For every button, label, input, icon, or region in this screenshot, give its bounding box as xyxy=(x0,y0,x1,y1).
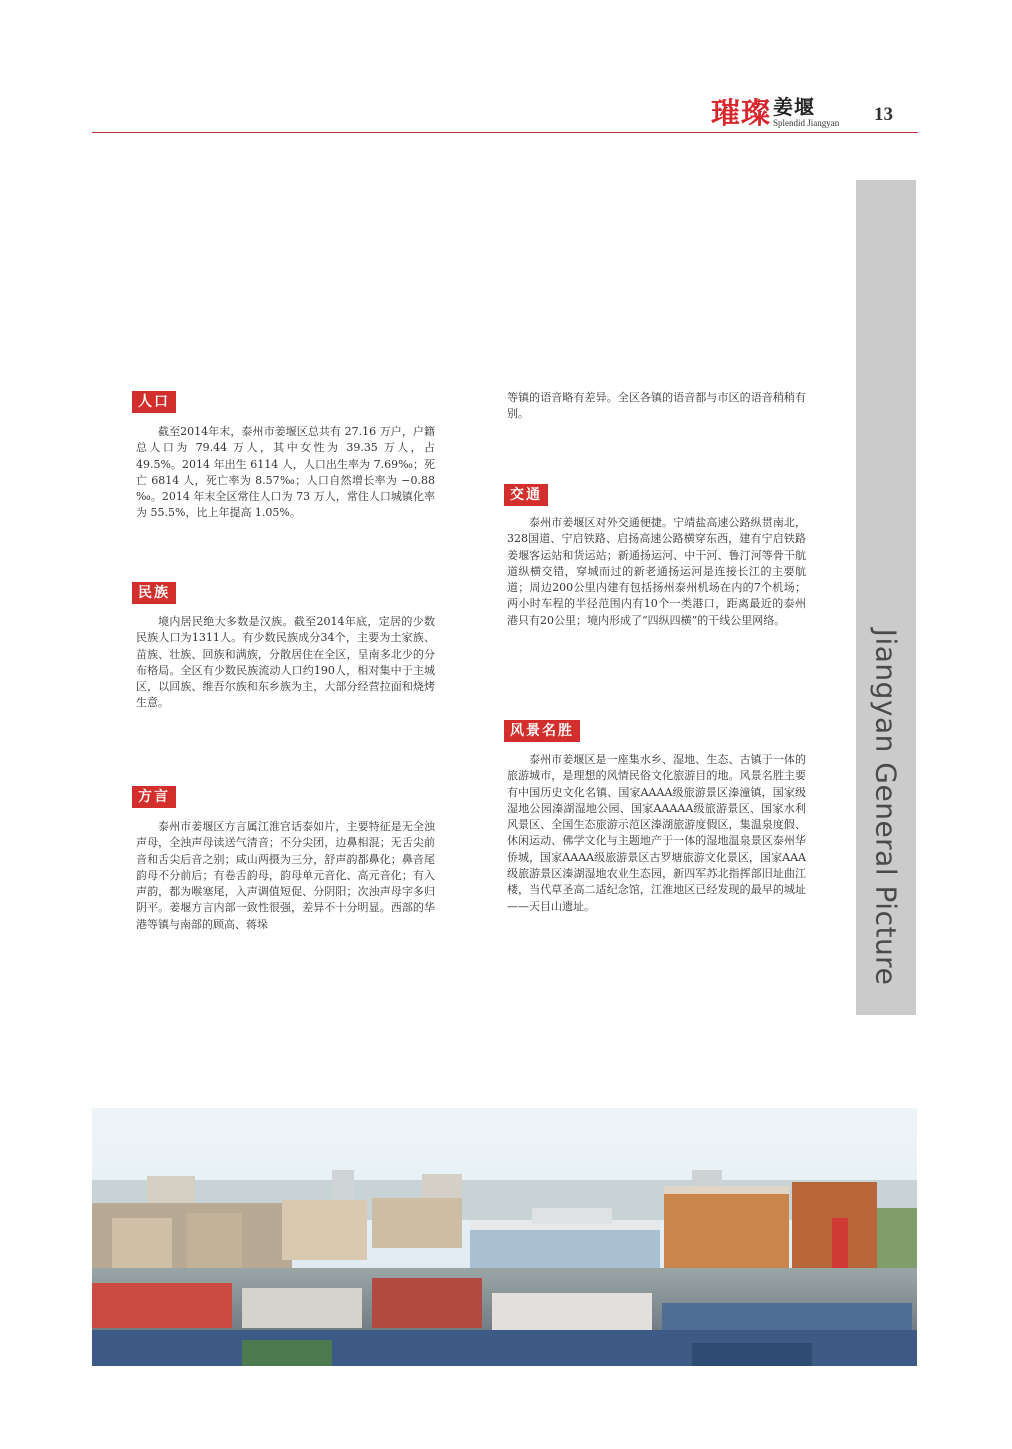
dialect-text-continued: 等镇的语音略有差异。全区各镇的语音都与市区的语音稍稍有别。 xyxy=(507,391,806,421)
title-black-wrap xyxy=(773,97,839,128)
transport-text: 泰州市姜堰区对外交通便捷。宁靖盐高速公路纵贯南北，328国道、宁启铁路、启扬高速公路横穿东西，建有宁启铁路姜堰客运站和货运站；新通扬运河、中干河、鲁汀河等骨干航道纵横交错，穿城而过的新老通扬运河是连接长江的主要航道；周边200公里内建有包括扬州泰州机场在内的7个机场；两小时车程的半径范围内有10个一类港口，距离最近的泰州港只有20公里；境内形成了“四纵四横”的干线公里网络。 xyxy=(507,516,806,627)
tag-scenery: 风景名胜 xyxy=(504,720,580,742)
tag-ethnic: 民族 xyxy=(132,582,176,604)
scenery-text: 泰州市姜堰区是一座集水乡、湿地、生态、古镇于一体的旅游城市，是理想的风情民俗文化旅游目的地。风景名胜主要有中国历史文化名镇、国家AAAA级旅游景区溱潼镇，国家级湿地公园溱湖湿地公园、国家AAAAA级旅游景区、国家水利风景区、全国生态旅游示范区溱湖旅游度假区，集温泉度假、休闲运动、佛学文化与主题地产于一体的湿地温泉景区泰州华侨城，国家AAAA级旅游景区古罗塘旅游文化景区，国家AAA级旅游景区溱湖湿地农业生态园，新四军苏北指挥部旧址曲江楼，当代草圣高二适纪念馆，江淮地区已经发现的最早的城址——天目山遗址。 xyxy=(507,753,806,913)
dialect-text: 泰州市姜堰区方言属江淮官话泰如片，主要特征是无全浊声母，全浊声母读送气清音；不分尖团，边鼻相混；无舌尖前音和舌尖后音之别；咸山两摄为三分，舒声韵都鼻化；鼻音尾韵母不分前后；有卷舌韵母，韵母单元音化、高元音化；有入声韵，都为喉塞尾，入声调值短促、分阴阳；次浊声母字多归阴平。姜堰方言内部一致性很强，差异不十分明显。西部的华港等镇与南部的顾高、蒋垛 xyxy=(136,820,435,931)
side-title: Jiangyan General Picture xyxy=(869,628,903,986)
ethnic-text: 境内居民绝大多数是汉族。截至2014年底，定居的少数民族人口为1311人。有少数民族成分34个，主要为土家族、苗族、壮族、回族和满族，分散居住在全区，呈南多北少的分布格局。全区有少数民族流动人口约190人，相对集中于主城区，以回族、维吾尔族和东乡族为主，大部分经营拉面和烧烤生意。 xyxy=(136,615,435,710)
magazine-title xyxy=(711,92,839,128)
tag-dialect: 方言 xyxy=(132,786,176,808)
tag-population: 人口 xyxy=(132,391,176,413)
city-skyline-photo xyxy=(92,1108,917,1366)
header-rule xyxy=(92,132,918,133)
page-number: 13 xyxy=(874,104,893,125)
title-black: 姜堰 xyxy=(773,95,816,119)
title-english: Splendid Jiangyan xyxy=(773,118,840,128)
title-red: 璀璨 xyxy=(711,96,772,130)
population-text: 截至2014年末，泰州市姜堰区总共有 27.16 万户，户籍总人口为 79.44 万人，其中女性为 39.35 万人，占 49.5%。2014 年出生 6114 人，人口出生率为 7.69‰；死亡 6814 人，死亡率为 8.57‰；人口自然增长率为 −0.88 ‰。2014 年末全区常住人口为 73 万人，常住人口城镇化率为 55.5%，比上年提高 1.05%。 xyxy=(136,425,435,520)
tag-transport: 交通 xyxy=(504,484,548,506)
